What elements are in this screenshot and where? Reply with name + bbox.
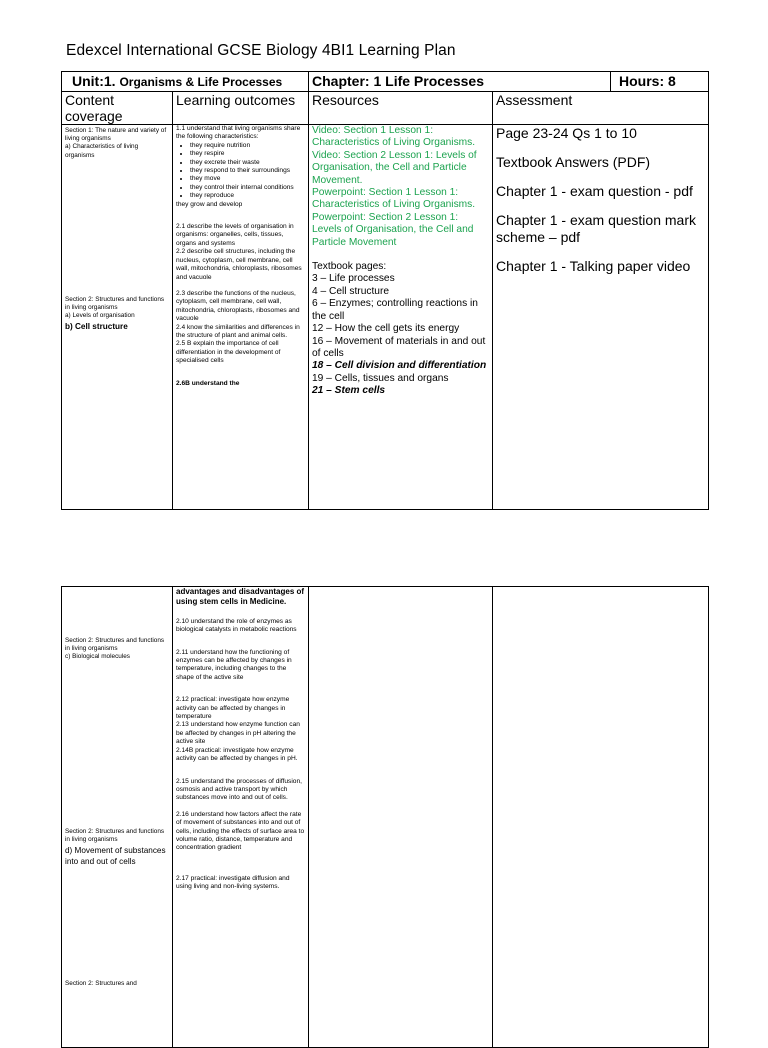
resources-cell [309,587,493,1048]
assessment-item: Page 23-24 Qs 1 to 10 [496,125,637,141]
outcome-2-10: 2.10 understand the role of enzymes as biological catalysts in metabolic reactions [176,617,297,634]
textbook-page-item: 6 – Enzymes; controlling reactions in the cell [312,298,478,322]
resource-link-video-s1l1[interactable]: Video: Section 1 Lesson 1: Characteristics of Living Organisms. [312,125,476,149]
list-item: • they respond to their surroundings [190,167,305,175]
textbook-page-item: 21 – Stem cells [312,385,386,397]
section-2-d-sub: d) Movement of substances into and out of cells [65,846,166,867]
unit-prefix: Unit:1. [72,73,120,89]
hours-cell: Hours: 8 [611,72,709,92]
content-coverage-cell [62,587,173,1048]
outcome-2-4: 2.4 know the similarities and differences in the structure of plant and animal cells. [176,323,300,339]
outcome-2-6: 2.6B understand the [176,379,240,387]
section-2-e-title: Section 2: Structures and [65,980,137,988]
textbook-page-item: 3 – Life processes [312,273,395,285]
section-2-c-title: Section 2: Structures and functions in living organisms [65,637,165,653]
unit-cell [62,72,309,92]
learning-plan-table-page2 [61,586,709,1048]
textbook-page-item: 18 – Cell division and differentiation [312,360,487,372]
section-2-title: Section 2: Structures and functions in living organisms [65,295,165,312]
list-item: • they respire [190,150,305,158]
list-item: • they require nutrition [190,142,305,150]
resource-link-ppt-s1l1[interactable]: Powerpoint: Section 1 Lesson 1: Characteristics of Living Organisms. [312,187,476,211]
list-item: • they excrete their waste [190,159,305,167]
textbook-heading: Textbook pages: [312,261,387,273]
resource-link-ppt-s2l1[interactable]: Powerpoint: Section 2 Lesson 1: Levels of Organisation, the Cell and Particle Movement [312,211,474,248]
resource-link-video-s2l1[interactable]: Video: Section 2 Lesson 1: Levels of Organisation, the Cell and Particle Movement. [312,149,477,186]
assessment-cell [493,587,709,1048]
chapter-cell: Chapter: 1 Life Processes [309,72,611,92]
learning-outcomes-cell [173,587,309,1048]
list-item: • they reproduce [190,192,305,200]
outcome-2-12: 2.12 practical: investigate how enzyme activity can be affected by changes in temperature [176,696,290,721]
outcome-2-3: 2.3 describe the functions of the nucleus, cytoplasm, cell membrane, cell wall, mitochondria, chloroplasts, ribosomes and vacuole [176,289,300,323]
column-header-assessment: Assessment [493,92,709,125]
textbook-page-item: 4 – Cell structure [312,285,390,297]
list-item: • they control their internal conditions [190,184,305,192]
outcome-1-1: 1.1 understand that living organisms share the following characteristics: [176,125,301,141]
characteristics-list [176,142,305,201]
section-2-c-sub: c) Biological molecules [65,653,130,661]
assessment-cell [493,125,709,510]
section-2-d-title: Section 2: Structures and functions in living organisms [65,827,165,843]
assessment-link-exam-question[interactable]: Chapter 1 - exam question - pdf [496,183,693,199]
column-header-content: Content coverage [62,92,173,125]
section-1-title: Section 1: The nature and variety of living organisms [65,127,167,143]
learning-plan-table-page1 [61,71,709,510]
learning-outcomes-cell [173,125,309,510]
outcome-2-15: 2.15 understand the processes of diffusion, osmosis and active transport by which substances move into and out of cells. [176,777,302,802]
textbook-page-item: 19 – Cells, tissues and organs [312,372,449,384]
page-title: Edexcel International GCSE Biology 4BI1 Learning Plan [66,42,456,59]
outcome-1-1-tail: they grow and develop [176,200,243,208]
outcome-2-1: 2.1 describe the levels of organisation in organisms: organelles, cells, tissues, organs and systems [176,223,294,247]
textbook-page-item: 16 – Movement of materials in and out of cells [312,335,486,359]
resources-cell [309,125,493,510]
column-header-resources: Resources [309,92,493,125]
assessment-link-talking-paper[interactable]: Chapter 1 - Talking paper video [496,258,691,274]
unit-name: Organisms & Life Processes [119,75,283,89]
textbook-page-item: 12 – How the cell gets its energy [312,323,460,335]
outcome-2-11: 2.11 understand how the functioning of enzymes can be affected by changes in temperature, including changes to the shape of the active site [176,648,292,681]
list-item: • they move [190,175,305,183]
outcome-2-6-continued: advantages and disadvantages of using stem cells in Medicine. [176,587,305,607]
outcome-2-5: 2.5 B explain the importance of cell differentiation in the development of specialised cells [176,340,281,365]
outcome-2-17: 2.17 practical: investigate diffusion and using living and non-living systems. [176,874,290,891]
section-2-sub-b: b) Cell structure [65,322,128,332]
assessment-link-answers[interactable]: Textbook Answers (PDF) [496,154,651,170]
outcome-2-2: 2.2 describe cell structures, including the nucleus, cytoplasm, cell membrane, cell wall, mitochondria, chloroplasts, ribosomes and vacuole [176,248,302,281]
section-1-sub: a) Characteristics of living organisms [65,143,139,159]
outcome-2-13: 2.13 understand how enzyme function can be affected by changes in pH altering the active site [176,721,300,746]
content-coverage-cell [62,125,173,510]
outcome-2-14: 2.14B practical: investigate how enzyme activity can be affected by changes in pH. [176,746,298,763]
section-2-sub-a: a) Levels of organisation [65,312,135,320]
column-header-outcomes: Learning outcomes [173,92,309,125]
assessment-link-mark-scheme[interactable]: Chapter 1 - exam question mark scheme – pdf [496,212,696,245]
outcome-2-16: 2.16 understand how factors affect the rate of movement of substances into and out of cells, including the effects of surface area to volume ratio, distance, temperature and concentration gradient [176,810,305,852]
